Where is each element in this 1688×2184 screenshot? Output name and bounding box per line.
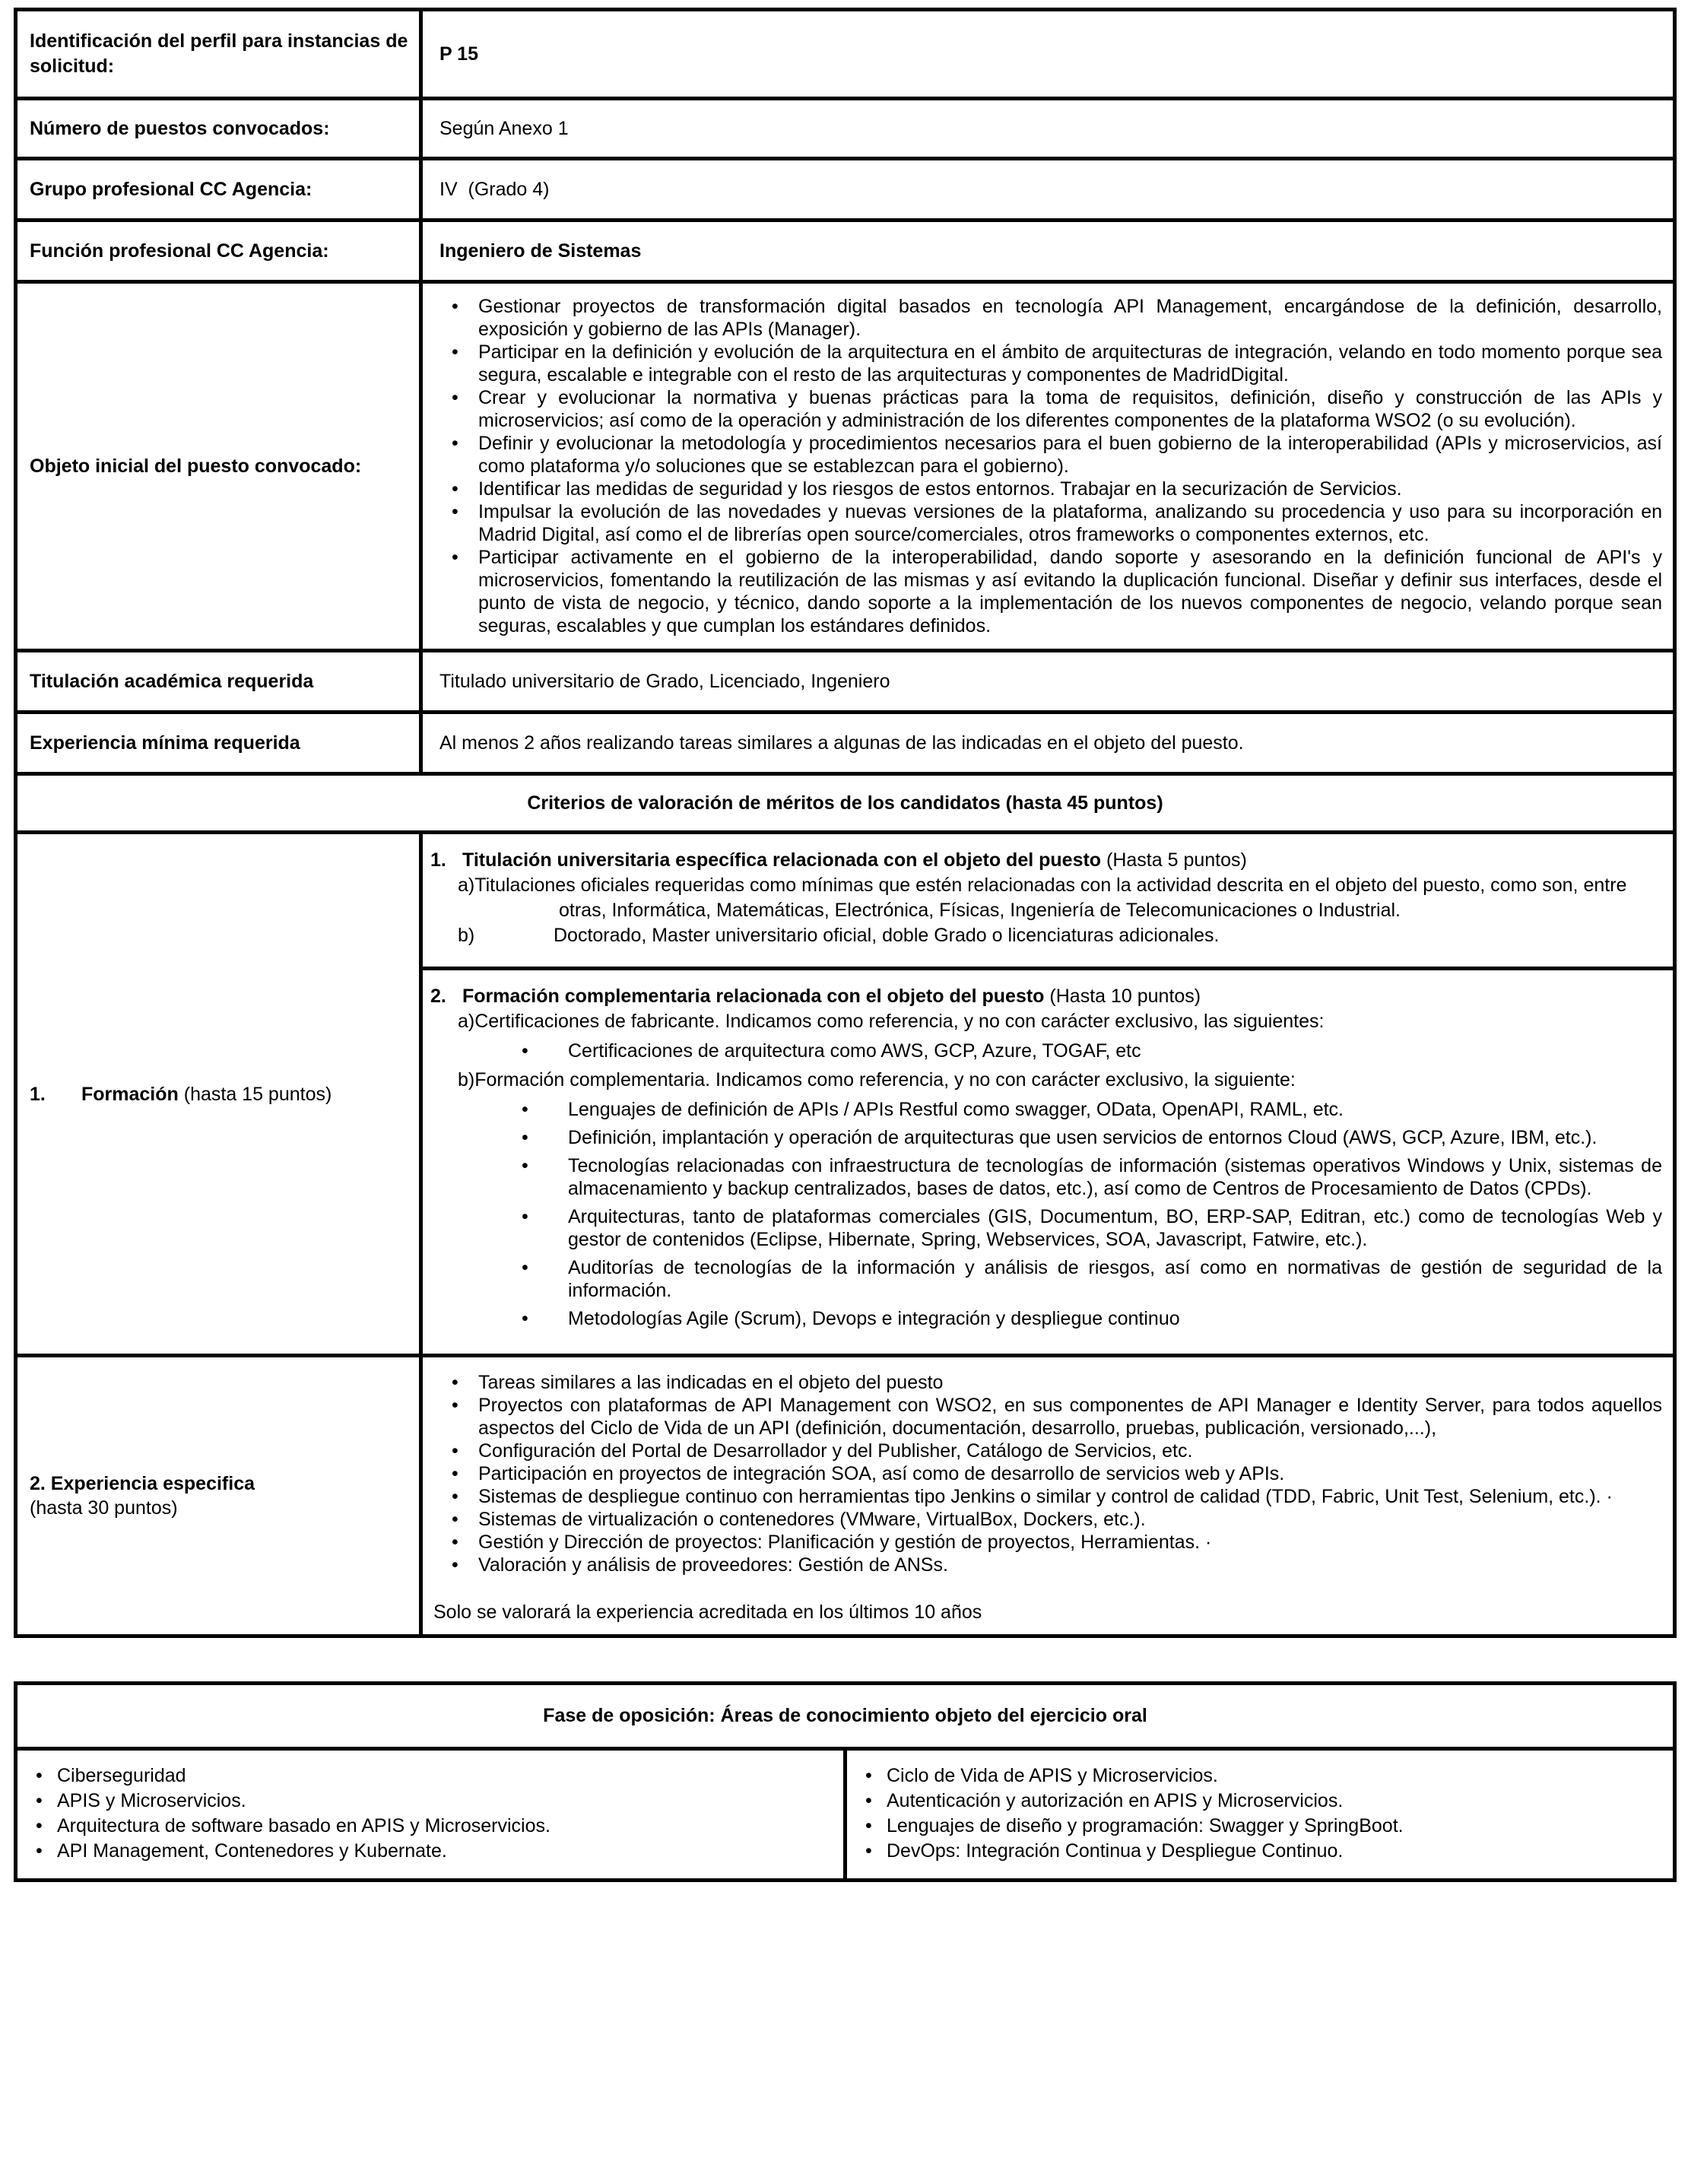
fase-left-bullet-list [30,1764,833,1863]
bloque2-title-text [462,984,1201,1009]
row-label-experiencia-especifica [16,1356,421,1636]
bloque1-title-rest: (Hasta 5 puntos) [1101,849,1247,871]
row-label-experiencia-minima: Experiencia mínima requerida [16,713,421,774]
table-row [16,10,1675,99]
bloque1-item-b-text: Doctorado, Master universitario oficial, doble Grado o licenciaturas adicionales. [554,925,1220,946]
table-row [16,651,1675,713]
list-item: • Crear y evolucionar la normativa y buenas prácticas para la toma de requisitos, definición, diseño y construcción de las APIs y microservicios; así como de la operación y administración de los diferentes componentes de la plataforma WSO2 (o su evolución). [429,386,1662,432]
list-item: • Identificar las medidas de seguridad y los riesgos de estos entornos. Trabajar en la securización de Servicios. [429,478,1662,500]
table-row [16,1749,1675,1881]
bloque1-title-bold: Titulación universitaria específica relacionada con el objeto del puesto [462,849,1102,871]
bloque2-item-a: a)Certificaciones de fabricante. Indicamos como referencia, y no con carácter exclusivo, las siguientes: [458,1011,1325,1032]
table-row [16,1356,1675,1636]
list-item: • Gestionar proyectos de transformación digital basados en tecnología API Management, encargándose de la definición, desarrollo, exposición y gobierno de las APIs (Manager). [429,295,1662,341]
list-item: • Sistemas de despliegue continuo con herramientas tipo Jenkins o similar y control de calidad (TDD, Fabric, Unit Test, Selenium, etc.). · [429,1485,1662,1508]
list-item: • Definición, implantación y operación de arquitecturas que usen servicios de entornos Cloud (AWS, GCP, Azure, IBM, etc.). [430,1126,1662,1149]
job-profile-document [14,8,1677,1882]
formacion-label-number: 1. [30,1083,46,1105]
list-item: • Participar activamente en el gobierno de la interoperabilidad, dando soporte y asesorando en la definición funcional de API's y microservicios, fomentando la reutilización de las mismas y así evitando la duplicación funcional. Diseñar y definir sus interfaces, desde el punto de vista de negocio, y técnico, dando soporte a la implementación de los nuevos componentes de negocio, velando porque sean seguras, escalables y que cumplan los estándares definidos. [429,546,1662,637]
bloque2-item-b: b)Formación complementaria. Indicamos como referencia, y no con carácter exclusivo, la siguiente: [458,1069,1296,1090]
formacion-bloque-2 [423,967,1673,1354]
list-item: • Certificaciones de arquitectura como AWS, GCP, Azure, TOGAF, etc [430,1040,1662,1062]
list-item: • Proyectos con plataformas de API Management con WSO2, en sus componentes de API Manager e Identity Server, para todos aquellos aspectos del Ciclo de Vida de un API (definición, documentación, desarrollo, pruebas, publicación, versionado,...), [429,1394,1662,1440]
table-row [16,1684,1675,1749]
list-item: • Impulsar la evolución de las novedades y nuevas versiones de la plataforma, analizando su procedencia y uso para su incorporación en Madrid Digital, así como el de librerías open source/comerciales, otros frameworks o componentes externos, etc. [429,500,1662,546]
profile-table [14,8,1677,1638]
list-item: • API Management, Contenedores y Kubernate. [30,1840,833,1863]
row-label-identificacion: Identificación del perfil para instancias de solicitud: [16,10,421,99]
bloque1-title-text [462,848,1247,873]
formacion-label [30,1082,410,1106]
row-value-titulacion-academica: Titulado universitario de Grado, Licenciado, Ingeniero [421,651,1675,713]
row-value-formacion [421,833,1675,1356]
experiencia-bullet-list [429,1371,1662,1576]
experiencia-footnote: Solo se valorará la experiencia acreditada en los últimos 10 años [433,1601,982,1623]
list-item: • Participar en la definición y evolución de la arquitectura en el ámbito de arquitecturas de integración, velando en todo momento porque sea segura, escalable e integrable con el resto de las arquitecturas y componentes de MadridDigital. [429,341,1662,386]
row-label-numero-puestos: Número de puestos convocados: [16,99,421,159]
fase-left-column [16,1749,846,1881]
bloque2-b-bullet-list [430,1098,1662,1330]
table-row [16,833,1675,1356]
bloque2-a-bullet-list [430,1040,1662,1062]
row-label-objeto: Objeto inicial del puesto convocado: [16,282,421,651]
table-row [16,159,1675,221]
list-item: • Auditorías de tecnologías de la información y análisis de riesgos, así como en normativas de gestión de seguridad de la información. [430,1256,1662,1302]
bloque1-title [430,848,1662,873]
formacion-label-bold: Formación [81,1083,179,1105]
list-item: • Participación en proyectos de integración SOA, así como de desarrollo de servicios web y APIs. [429,1462,1662,1485]
row-label-grupo-profesional: Grupo profesional CC Agencia: [16,159,421,221]
row-label-funcion-profesional: Función profesional CC Agencia: [16,221,421,282]
objeto-bullet-list [429,295,1662,637]
row-value-grupo-profesional: IV (Grado 4) [421,159,1675,221]
row-value-experiencia-minima: Al menos 2 años realizando tareas similares a algunas de las indicadas en el objeto del puesto. [421,713,1675,774]
list-item: • Tecnologías relacionadas con infraestructura de tecnologías de información (sistemas operativos Windows y Unix, sistemas de almacenamiento y backup centralizados, bases de datos, etc.), así como de Centros de Procesamiento de Datos (CPDs). [430,1154,1662,1200]
fase-right-bullet-list [859,1764,1662,1863]
table-row [16,713,1675,774]
list-item: • Configuración del Portal de Desarrollador y del Publisher, Catálogo de Servicios, etc. [429,1440,1662,1462]
bloque1-item-b-number: b) [458,925,475,946]
list-item: • Arquitectura de software basado en APIS y Microservicios. [30,1814,833,1838]
list-item: • Autenticación y autorización en APIS y Microservicios. [859,1789,1662,1813]
formacion-bloque-1 [423,834,1673,967]
bloque1-item-a-continuation: otras, Informática, Matemáticas, Electrónica, Físicas, Ingeniería de Telecomunicaciones o Industrial. [559,900,1401,921]
bloque1-item-b [458,923,1662,948]
experiencia-label-bold: 2. Experiencia especifica [30,1473,255,1494]
list-item: • Tareas similares a las indicadas en el objeto del puesto [429,1371,1662,1394]
row-value-identificacion: P 15 [421,10,1675,99]
formacion-label-text [81,1082,332,1106]
row-value-objeto [421,282,1675,651]
row-label-titulacion-academica: Titulación académica requerida [16,651,421,713]
fase-oposicion-header: Fase de oposición: Áreas de conocimiento objeto del ejercicio oral [16,1684,1675,1749]
list-item: • DevOps: Integración Continua y Despliegue Continuo. [859,1840,1662,1863]
row-value-experiencia-especifica [421,1356,1675,1636]
list-item: • APIS y Microservicios. [30,1789,833,1813]
row-label-formacion [16,833,421,1356]
row-value-numero-puestos: Según Anexo 1 [421,99,1675,159]
table-row [16,774,1675,833]
list-item: • Metodologías Agile (Scrum), Devops e integración y despliegue continuo [430,1307,1662,1330]
list-item: • Sistemas de virtualización o contenedores (VMware, VirtualBox, Dockers, etc.). [429,1508,1662,1531]
bloque2-title [430,984,1662,1009]
bloque1-number: 1. [430,849,446,871]
list-item: • Lenguajes de diseño y programación: Swagger y SpringBoot. [859,1814,1662,1838]
formacion-label-rest: (hasta 15 puntos) [178,1083,332,1105]
bloque2-title-rest: (Hasta 10 puntos) [1044,986,1201,1007]
bloque1-item-a: a)Titulaciones oficiales requeridas como mínimas que estén relacionadas con la actividad descrita en el objeto del puesto, como son, entre [458,875,1627,896]
list-item: • Ciclo de Vida de APIS y Microservicios. [859,1764,1662,1788]
table-row [16,99,1675,159]
row-value-funcion-profesional: Ingeniero de Sistemas [421,221,1675,282]
list-item: • Valoración y análisis de proveedores: Gestión de ANSs. [429,1554,1662,1576]
list-item: • Arquitecturas, tanto de plataformas comerciales (GIS, Documentum, BO, ERP-SAP, Editran, etc.) como de tecnologías Web y gestor de contenidos (Eclipse, Hibernate, Spring, Webservices, SOA, Javascript, Fatwire, etc.). [430,1205,1662,1251]
list-item: • Ciberseguridad [30,1764,833,1788]
list-item: • Lenguajes de definición de APIs / APIs Restful como swagger, OData, OpenAPI, RAML, etc. [430,1098,1662,1121]
table-row [16,282,1675,651]
list-item: • Definir y evolucionar la metodología y procedimientos necesarios para el buen gobierno de la interoperabilidad (APIs y microservicios, así como plataforma y/o soluciones que se establezcan para el gobierno). [429,432,1662,478]
bloque2-number: 2. [430,986,446,1007]
fase-oposicion-table [14,1681,1677,1882]
fase-right-column [846,1749,1675,1881]
list-item: • Gestión y Dirección de proyectos: Planificación y gestión de proyectos, Herramientas. · [429,1531,1662,1554]
table-row [16,221,1675,282]
experiencia-label-rest: (hasta 30 puntos) [30,1497,178,1519]
criterios-header: Criterios de valoración de méritos de los candidatos (hasta 45 puntos) [16,774,1675,833]
bloque2-title-bold: Formación complementaria relacionada con el objeto del puesto [462,986,1045,1007]
